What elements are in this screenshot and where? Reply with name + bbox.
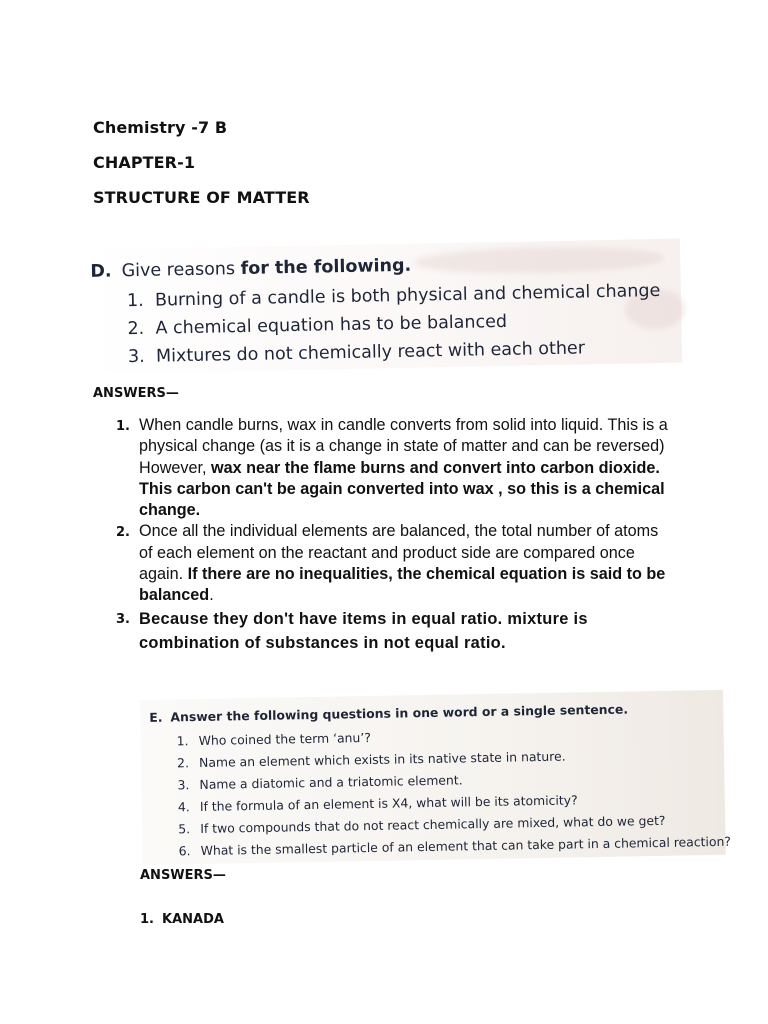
question-text: If two compounds that do not react chemically are mixed, what do we get? [200, 812, 666, 836]
section-e-question [178, 792, 578, 814]
answers-d-list [114, 415, 674, 656]
section-d-heading-bold: for the following. [240, 255, 412, 279]
question-number: 3. [127, 346, 145, 368]
question-text: If the formula of an element is X4, what will be its atomicity? [199, 792, 578, 814]
question-text: A chemical equation has to be balanced [155, 311, 508, 339]
question-number: 3. [177, 777, 190, 793]
section-d-question [127, 312, 507, 339]
answer-number: 1. [140, 912, 154, 927]
answers-heading-d: ANSWERS— [93, 386, 179, 401]
question-number: 2. [127, 318, 145, 340]
section-e-question [177, 772, 462, 792]
answer-text [139, 415, 674, 521]
answer-e-item [140, 912, 224, 927]
chapter-heading: CHAPTER-1 [93, 153, 196, 172]
subject-heading: Chemistry -7 B [93, 118, 228, 137]
scan-smudge [414, 245, 664, 276]
section-e-question [178, 813, 665, 837]
section-d-question [128, 338, 585, 367]
section-e-question [179, 834, 732, 859]
question-number: 6. [178, 843, 191, 859]
section-e-question [177, 749, 566, 771]
question-number: 1. [176, 733, 189, 749]
section-d-heading [90, 256, 411, 282]
section-d-letter: D. [90, 261, 112, 282]
answer-tail: . [209, 586, 214, 605]
answer-item [114, 607, 674, 656]
answer-plain: When candle burns, wax in candle converts from solid into liquid. This is a physical change (as it is a change in state of matter and can be reversed) However, [139, 416, 668, 477]
answer-text: KANADA [162, 912, 224, 927]
question-text: Name a diatomic and a triatomic element. [199, 772, 463, 792]
question-text: Name an element which exists in its native state in nature. [198, 748, 566, 770]
section-d-heading-normal: Give reasons [121, 259, 236, 282]
section-e-letter: E. [149, 709, 163, 725]
section-d-question [127, 281, 661, 311]
section-e-scan [140, 690, 732, 865]
answer-item [114, 521, 674, 606]
question-text: What is the smallest particle of an element that can take part in a chemical reaction? [200, 833, 732, 858]
question-number: 4. [177, 799, 190, 815]
section-e-heading-text: Answer the following questions in one word or a single sentence. [170, 701, 629, 725]
answer-number: 3. [116, 611, 130, 627]
answer-plain: Once all the individual elements are balanced, the total number of atoms of each element on the reactant and product side are compared once again. [139, 522, 659, 584]
answer-bold: If there are no inequalities, the chemical equation is said to be balanced [139, 565, 666, 605]
chapter-title: STRUCTURE OF MATTER [93, 188, 310, 207]
question-number: 2. [176, 755, 190, 771]
answer-text [139, 521, 674, 606]
section-e-heading [149, 701, 628, 724]
answer-number: 1. [116, 419, 130, 434]
answer-bold: wax near the flame burns and convert into carbon dioxide. This carbon can't be again converted into wax , so this is a chemical change. [139, 458, 665, 520]
section-d-scan [84, 239, 682, 374]
section-e-question [177, 730, 371, 748]
answer-item [114, 415, 674, 521]
question-number: 5. [178, 821, 191, 837]
answers-heading-e: ANSWERS— [140, 868, 226, 883]
question-text: Mixtures do not chemically react with each other [155, 338, 586, 367]
answer-number: 2. [116, 525, 130, 541]
question-number: 1. [126, 290, 144, 312]
question-text: Burning of a candle is both physical and chemical change [154, 280, 661, 311]
answer-text: Because they don't have items in equal ratio. mixture is combination of substances in not equal ratio. [139, 609, 588, 653]
question-text: Who coined the term ‘anu’? [198, 729, 371, 748]
